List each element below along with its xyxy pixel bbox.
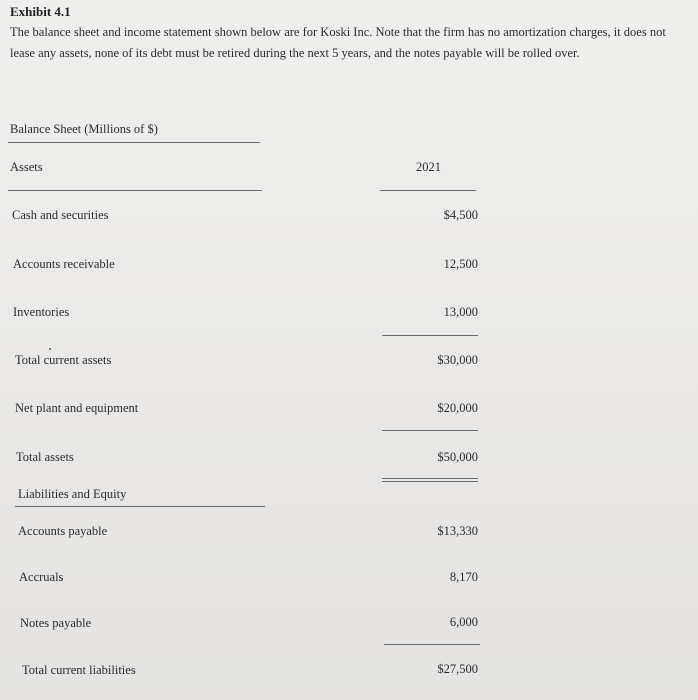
row-value-inventories: 13,000 <box>443 305 478 319</box>
row-label-accruals: Accruals <box>19 570 64 584</box>
row-label-total-current-assets: Total current assets <box>15 353 112 367</box>
total-assets-double-underline-bottom <box>382 481 478 482</box>
stray-dot <box>49 348 51 350</box>
row-label-cash: Cash and securities <box>12 208 109 222</box>
row-label-total-current-liabilities: Total current liabilities <box>22 663 136 677</box>
row-value-total-current-assets: $30,000 <box>437 353 478 367</box>
heading-underline <box>8 142 260 143</box>
row-value-notes-payable: 6,000 <box>449 615 478 629</box>
row-label-receivables: Accounts receivable <box>13 257 115 271</box>
row-label-net-plant: Net plant and equipment <box>15 401 139 415</box>
row-label-inventories: Inventories <box>13 305 70 319</box>
row-value-accruals: 8,170 <box>449 570 478 584</box>
row-value-accounts-payable: $13,330 <box>437 524 478 538</box>
row-value-total-assets: $50,000 <box>437 450 478 464</box>
notes-payable-underline <box>384 644 480 645</box>
balance-sheet-heading: Balance Sheet (Millions of $) <box>10 122 158 136</box>
assets-label: Assets <box>10 160 43 174</box>
exhibit-title: Exhibit 4.1 <box>10 4 71 19</box>
row-label-notes-payable: Notes payable <box>20 616 92 630</box>
row-label-total-assets: Total assets <box>16 450 74 464</box>
liabilities-underline <box>15 506 265 507</box>
row-value-total-current-liabilities: $27,500 <box>437 662 478 676</box>
assets-underline <box>8 190 262 191</box>
row-label-accounts-payable: Accounts payable <box>18 524 108 538</box>
net-plant-underline <box>382 430 478 431</box>
row-value-net-plant: $20,000 <box>437 401 478 415</box>
total-assets-double-underline-top <box>382 478 478 479</box>
inventories-underline <box>382 335 478 336</box>
liabilities-heading: Liabilities and Equity <box>18 487 127 501</box>
intro-paragraph: The balance sheet and income statement shown below are for Koski Inc. Note that the firm has no amortization charges, it does not lease any assets, none of its debt must be retired during the next 5 years, and the notes payable will be rolled over. <box>10 25 666 60</box>
year-header: 2021 <box>416 160 441 174</box>
row-value-receivables: 12,500 <box>443 257 478 271</box>
row-value-cash: $4,500 <box>443 208 478 222</box>
year-underline <box>380 190 476 191</box>
